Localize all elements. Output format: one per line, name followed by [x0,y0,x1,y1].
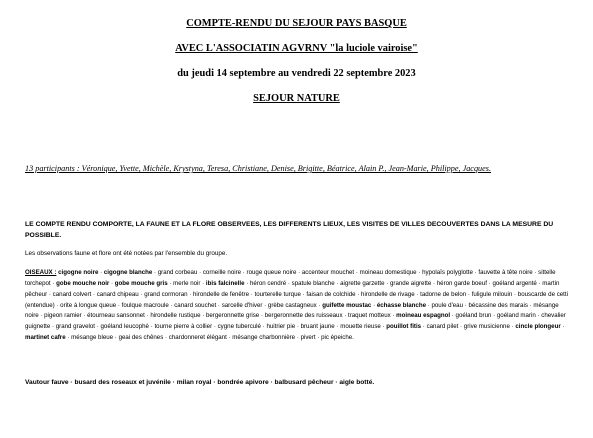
bird-item: grèbe castagneux [267,301,317,309]
bird-item: cigogne blanche [103,269,153,276]
bird-item: geai des chênes [118,334,164,342]
bird-item: chevalier guignette [25,312,566,331]
bird-item: cigogne noire [58,269,99,276]
bird-item: fuligule milouin [471,290,513,298]
bird-item: ibis falcinelle [205,279,245,287]
intro-paragraph: LE COMPTE RENDU COMPORTE, LA FAUNE ET LA FLORE OBSERVEES, LES DIFFERENTS LIEUX, LES VISITES DE VILLES DECOUVERTES DANS LA MESURE DU POSSIBLE. [25,221,554,239]
bird-item: poule d'eau [431,301,464,309]
bird-item: foulque macroule [121,301,169,309]
bird-item: pouillot fitis [386,323,422,331]
bird-item: goéland argenté [492,279,537,287]
bird-item: grande aigrette [389,279,432,287]
bird-item: mouette rieuse [340,323,381,331]
bird-item: aigrette garzette [340,279,385,287]
observation-note: Les observations faune et flore ont été notées par l'ensemble du groupe. [25,250,228,257]
bird-item: corneille noire [202,269,242,276]
bird-item: canard colvert [52,290,92,298]
bird-item: grand gravelot [55,323,96,331]
stay-subtitle: SEJOUR NATURE [253,93,340,104]
bird-item: étourneau sansonnet [87,312,145,320]
bird-item: bécassine des marais [468,301,528,309]
bird-item: fauvette à tête noire [478,269,533,276]
bird-item: mésange bleue [71,334,114,342]
bird-item: sittelle torchepot [25,269,556,287]
report-title: COMPTE-RENDU DU SEJOUR PAYS BASQUE [186,18,407,29]
bird-item: mésange noire [25,301,559,320]
bird-item: goéland brun [455,312,492,320]
bird-item: chardonneret élégant [168,334,227,342]
bird-item: hirondelle de fenêtre [193,290,250,298]
bird-item: tadorne de belon [420,290,467,298]
bird-item: goéland leucophé [100,323,149,331]
bird-item: moineau domestique [359,269,417,276]
bird-item: merle noir [173,279,201,287]
bird-item: martin pêcheur [25,279,560,298]
bird-item: héron garde boeuf [436,279,487,287]
bird-item: gobe mouche noir [56,279,110,287]
bird-item: canard souchet [174,301,217,309]
bird-item: pivert [300,334,316,342]
bird-item: pigeon ramier [44,312,82,320]
bird-items: cigogne noire · cigogne blanche · grand corbeau · corneille noire · rouge queue noire · accenteur mouchet · moineau domestique · hypolaïs polyglotte · fauvette à tête noire · sittelle torchepot · gobe mouche noir · gobe mouche gris · merle noir · ibis falcinelle · héron cendré · spatule blanche · aigrette garzette · grande aigrette · héron garde boeuf · goéland argenté · martin pêcheur · canard colvert · canard chipeau · grand cormoran · hirondelle de fenêtre · tourterelle turque · faisan de colchide · hirondelle de rivage · tadorne de belon · fuligule milouin · bouscarde de cetti (entendue) · orite à longue queue · foulque macroule · canard souchet · sarcelle d'hiver · grèbe castagneux · guifette moustac · échasse blanche · poule d'eau · bécassine des marais · mésange noire · pigeon ramier · étourneau sansonnet · hirondelle rustique · bergeronnette grise · bergeronnette des ruisseaux · traquet motteux · moineau espagnol · goéland brun · goéland marin · chevalier guignette · grand gravelot · goéland leucophé · tourne pierre à collier · cygne tuberculé · huitrier pie · bruant jaune · mouette rieuse · pouillot fitis · canard pilet · grive musicienne · cincle plongeur · martinet cafre · mésange bleue · geai des chênes · chardonneret élégant · mésange charbonnière · pivert · pic épeiche. [25,269,568,342]
bird-item: pic épeiche. [321,334,354,342]
bird-item: hypolaïs polyglotte [422,269,473,276]
bird-item: orite à longue queue [60,301,117,309]
bird-item: héron cendré [249,279,287,287]
bird-item: traquet motteux [348,312,391,320]
bird-item: cygne tuberculé [217,323,261,331]
bird-item: accenteur mouchet [301,269,355,276]
bird-item: bruant jaune [300,323,335,331]
bird-item: grive musicienne [463,323,510,331]
bird-item: hirondelle rustique [150,312,201,320]
bird-item: sarcelle d'hiver [221,301,263,309]
raptors-line: Vautour fauve · busard des roseaux et juvénile · milan royal · bondrée apivore · balbusard pêcheur · aigle botté. [25,379,375,386]
bird-item: guifette moustac [322,301,372,309]
bird-item: goéland marin [496,312,536,320]
bird-item: gobe mouche gris [114,279,168,287]
bird-item: huitrier pie [266,323,296,331]
bird-item: faisan de colchide [306,290,356,298]
participants-list: 13 participants : Véronique, Yvette, Michèle, Krystyna, Teresa, Christiane, Denise, Brigitte, Béatrice, Alain P., Jean-Marie, Philippe, Jacques. [25,164,491,173]
bird-item: échasse blanche [376,301,426,309]
association-line: AVEC L'ASSOCIATIN AGVRNV "la luciole vairoise" [175,43,418,54]
bird-item: cincle plongeur [515,323,561,331]
bird-item: bouscarde de cetti (entendue) [25,290,568,309]
bird-item: grand corbeau [157,269,198,276]
bird-item: martinet cafre [25,334,66,342]
bird-item: mésange charbonnière [232,334,296,342]
bird-item: moineau espagnol [396,312,451,320]
bird-item: canard chipeau [96,290,139,298]
bird-item: rouge queue noire [246,269,297,276]
bird-item: bergeronnette grise [205,312,260,320]
bird-item: spatule blanche [291,279,335,287]
dates-line: du jeudi 14 septembre au vendredi 22 septembre 2023 [177,68,416,79]
bird-item: bergeronnette des ruisseaux [264,312,343,320]
birds-list [25,268,573,344]
bird-item: hirondelle de rivage [361,290,415,298]
bird-item: tourne pierre à collier [154,323,213,331]
bird-item: tourterelle turque [254,290,301,298]
bird-item: grand cormoran [144,290,188,298]
bird-item: canard pilet [426,323,459,331]
birds-label: OISEAUX : [25,269,57,276]
